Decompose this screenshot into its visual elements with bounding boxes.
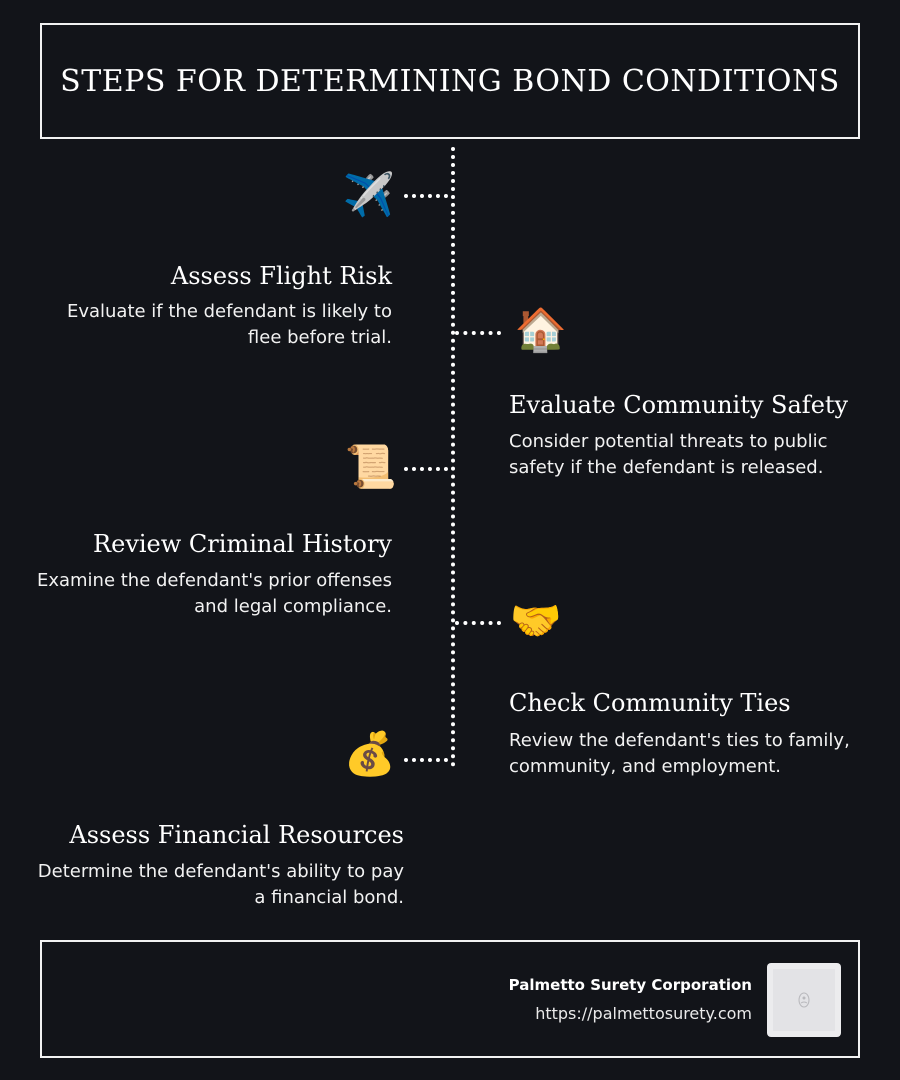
footer [40,940,860,1058]
company-name: Palmetto Surety Corporation [508,976,752,994]
timeline-connector [404,758,448,762]
step-desc-assess-financial-resources: Determine the defendant's ability to pay a financial bond. [37,861,404,908]
step-title-check-community-ties: Check Community Ties [509,689,791,717]
company-url-link[interactable]: https://palmettosurety.com [535,1004,752,1023]
title-box [40,23,860,139]
airplane-icon: ✈️ [342,170,396,219]
step-desc-evaluate-community-safety: Consider potential threats to public safety if the defendant is released. [509,431,828,478]
step-title-assess-financial-resources: Assess Financial Resources [69,821,404,849]
step-desc-assess-flight-risk: Evaluate if the defendant is likely to flee before trial. [66,301,392,348]
company-logo [767,963,841,1037]
logo-image-icon [773,969,835,1031]
step-desc-review-criminal-history: Examine the defendant's prior offenses and legal compliance. [36,570,392,617]
timeline-line [451,147,455,767]
timeline-connector [455,331,501,335]
handshake-icon: 🤝 [509,596,563,645]
step-desc-check-community-ties: Review the defendant's ties to family, community, and employment. [509,730,850,777]
step-title-evaluate-community-safety: Evaluate Community Safety [509,391,849,419]
house-icon: 🏠 [514,305,568,354]
timeline-connector [404,467,448,471]
scroll-icon: 📜 [344,442,398,491]
timeline-connector [455,621,501,625]
timeline-connector [404,194,448,198]
step-title-assess-flight-risk: Assess Flight Risk [170,262,392,290]
page-title: STEPS FOR DETERMINING BOND CONDITIONS [60,63,840,99]
money-bag-icon: 💰 [343,729,397,778]
step-title-review-criminal-history: Review Criminal History [93,530,392,558]
